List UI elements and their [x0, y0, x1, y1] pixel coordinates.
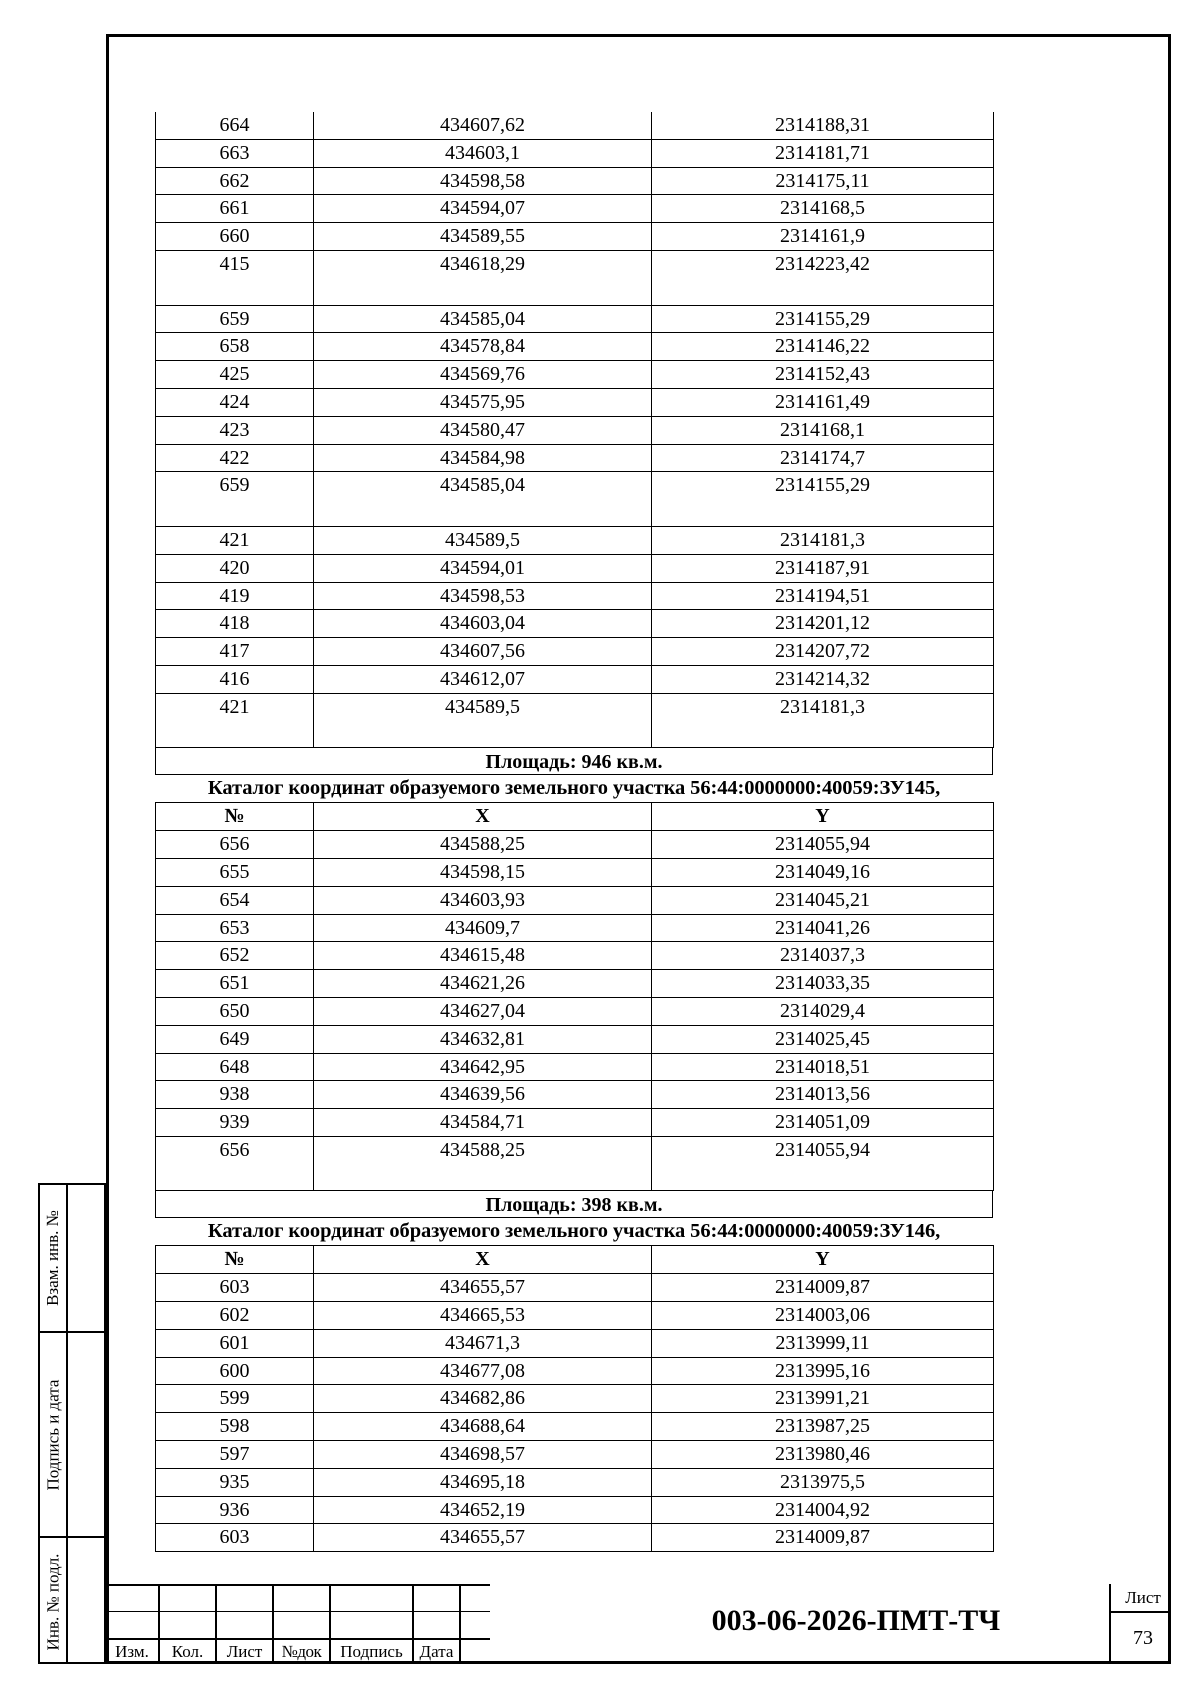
side-value-column — [66, 1183, 106, 1664]
point-number: 601 — [156, 1329, 314, 1357]
x-coordinate: 434655,57 — [314, 1274, 652, 1302]
x-coordinate: 434585,04 — [314, 472, 652, 527]
table-row — [156, 1109, 994, 1137]
x-coordinate: 434652,19 — [314, 1496, 652, 1524]
y-coordinate: 2314207,72 — [652, 638, 994, 666]
y-coordinate: 2314174,7 — [652, 444, 994, 472]
x-coordinate: 434682,86 — [314, 1385, 652, 1413]
x-coordinate: 434655,57 — [314, 1524, 652, 1552]
header-y: Y — [652, 1246, 994, 1274]
header-x: X — [314, 803, 652, 831]
table-row — [156, 914, 994, 942]
point-number: 658 — [156, 333, 314, 361]
y-coordinate: 2314214,32 — [652, 665, 994, 693]
y-coordinate: 2314194,51 — [652, 582, 994, 610]
x-coordinate: 434578,84 — [314, 333, 652, 361]
point-number: 421 — [156, 526, 314, 554]
table-row — [156, 1357, 994, 1385]
point-number: 661 — [156, 195, 314, 223]
point-number: 602 — [156, 1302, 314, 1330]
y-coordinate: 2314009,87 — [652, 1524, 994, 1552]
point-number: 600 — [156, 1357, 314, 1385]
table-row — [156, 305, 994, 333]
y-coordinate: 2314161,9 — [652, 223, 994, 251]
side-value-inv — [66, 1538, 104, 1666]
x-coordinate: 434688,64 — [314, 1413, 652, 1441]
catalog-title-zu146: Каталог координат образуемого земельного участка 56:44:0000000:40059:ЗУ146, — [207, 1220, 941, 1243]
table-row — [156, 1302, 994, 1330]
sheet-number: 73 — [1133, 1627, 1153, 1649]
header-x: X — [314, 1246, 652, 1274]
table-row — [156, 886, 994, 914]
stamp-col-izm: Изм. — [115, 1642, 149, 1661]
x-coordinate: 434609,7 — [314, 914, 652, 942]
header-number: № — [156, 803, 314, 831]
point-number: 935 — [156, 1468, 314, 1496]
table-row — [156, 1025, 994, 1053]
table-row — [156, 1136, 994, 1191]
table-row — [156, 139, 994, 167]
table-row — [156, 582, 994, 610]
y-coordinate: 2314168,1 — [652, 416, 994, 444]
x-coordinate: 434607,62 — [314, 112, 652, 139]
y-coordinate: 2314029,4 — [652, 997, 994, 1025]
y-coordinate: 2314045,21 — [652, 886, 994, 914]
x-coordinate: 434589,5 — [314, 693, 652, 748]
coordinate-table-1 — [155, 112, 994, 748]
coordinate-catalog — [155, 112, 993, 1552]
y-coordinate: 2314146,22 — [652, 333, 994, 361]
point-number: 651 — [156, 970, 314, 998]
table-row — [156, 1413, 994, 1441]
x-coordinate: 434589,55 — [314, 223, 652, 251]
x-coordinate: 434603,93 — [314, 886, 652, 914]
stamp-col-list: Лист — [226, 1642, 263, 1661]
table-row — [156, 554, 994, 582]
y-coordinate: 2314055,94 — [652, 831, 994, 859]
table-row — [156, 831, 994, 859]
table-row — [156, 1468, 994, 1496]
point-number: 417 — [156, 638, 314, 666]
y-coordinate: 2314051,09 — [652, 1109, 994, 1137]
point-number: 939 — [156, 1109, 314, 1137]
stamp-col-data: Дата — [419, 1642, 454, 1661]
table-row — [156, 1524, 994, 1552]
point-number: 650 — [156, 997, 314, 1025]
y-coordinate: 2314161,49 — [652, 388, 994, 416]
coordinate-table-2 — [155, 802, 994, 1191]
table-row — [156, 610, 994, 638]
y-coordinate: 2314181,3 — [652, 526, 994, 554]
table-row — [156, 858, 994, 886]
table-row — [156, 1053, 994, 1081]
y-coordinate: 2314175,11 — [652, 167, 994, 195]
point-number: 659 — [156, 472, 314, 527]
title-block — [106, 1584, 1171, 1664]
table-row — [156, 444, 994, 472]
header-number: № — [156, 1246, 314, 1274]
x-coordinate: 434589,5 — [314, 526, 652, 554]
x-coordinate: 434584,71 — [314, 1109, 652, 1137]
x-coordinate: 434598,58 — [314, 167, 652, 195]
table-row — [156, 970, 994, 998]
point-number: 654 — [156, 886, 314, 914]
side-label-column — [38, 1183, 68, 1664]
y-coordinate: 2313987,25 — [652, 1413, 994, 1441]
point-number: 423 — [156, 416, 314, 444]
coordinate-table-3 — [155, 1245, 994, 1552]
x-coordinate: 434585,04 — [314, 305, 652, 333]
point-number: 653 — [156, 914, 314, 942]
y-coordinate: 2313999,11 — [652, 1329, 994, 1357]
x-coordinate: 434677,08 — [314, 1357, 652, 1385]
y-coordinate: 2314181,71 — [652, 139, 994, 167]
point-number: 656 — [156, 831, 314, 859]
table-row — [156, 1385, 994, 1413]
y-coordinate: 2314055,94 — [652, 1136, 994, 1191]
y-coordinate: 2314049,16 — [652, 858, 994, 886]
y-coordinate: 2314152,43 — [652, 361, 994, 389]
x-coordinate: 434671,3 — [314, 1329, 652, 1357]
y-coordinate: 2314187,91 — [652, 554, 994, 582]
y-coordinate: 2313975,5 — [652, 1468, 994, 1496]
point-number: 422 — [156, 444, 314, 472]
point-number: 655 — [156, 858, 314, 886]
y-coordinate: 2314037,3 — [652, 942, 994, 970]
table-row — [156, 1329, 994, 1357]
y-coordinate: 2314155,29 — [652, 305, 994, 333]
table-row — [156, 388, 994, 416]
table-row — [156, 693, 994, 748]
point-number: 663 — [156, 139, 314, 167]
x-coordinate: 434618,29 — [314, 250, 652, 305]
side-value-vzam — [66, 1185, 104, 1333]
stamp-col-kol: Кол. — [171, 1642, 204, 1661]
header-y: Y — [652, 803, 994, 831]
x-coordinate: 434642,95 — [314, 1053, 652, 1081]
y-coordinate: 2314009,87 — [652, 1274, 994, 1302]
point-number: 425 — [156, 361, 314, 389]
x-coordinate: 434695,18 — [314, 1468, 652, 1496]
x-coordinate: 434569,76 — [314, 361, 652, 389]
side-cell-inv — [40, 1538, 66, 1666]
point-number: 597 — [156, 1441, 314, 1469]
y-coordinate: 2313991,21 — [652, 1385, 994, 1413]
stamp-col-podpis: Подпись — [340, 1642, 403, 1661]
y-coordinate: 2314003,06 — [652, 1302, 994, 1330]
side-cell-vzam — [40, 1185, 66, 1333]
table-row — [156, 638, 994, 666]
point-number: 659 — [156, 305, 314, 333]
y-coordinate: 2313980,46 — [652, 1441, 994, 1469]
stamp-col-ndok: №док — [281, 1642, 322, 1661]
x-coordinate: 434607,56 — [314, 638, 652, 666]
x-coordinate: 434639,56 — [314, 1081, 652, 1109]
table-row — [156, 223, 994, 251]
table-row — [156, 1274, 994, 1302]
y-coordinate: 2314018,51 — [652, 1053, 994, 1081]
x-coordinate: 434598,15 — [314, 858, 652, 886]
side-label-inv: Инв. № подл. — [43, 1553, 62, 1651]
y-coordinate: 2314223,42 — [652, 250, 994, 305]
table-row — [156, 416, 994, 444]
point-number: 936 — [156, 1496, 314, 1524]
y-coordinate: 2314201,12 — [652, 610, 994, 638]
x-coordinate: 434588,25 — [314, 831, 652, 859]
x-coordinate: 434580,47 — [314, 416, 652, 444]
table-row — [156, 250, 994, 305]
x-coordinate: 434612,07 — [314, 665, 652, 693]
side-label-podpis: Подпись и дата — [43, 1379, 62, 1490]
y-coordinate: 2314181,3 — [652, 693, 994, 748]
y-coordinate: 2314188,31 — [652, 112, 994, 139]
y-coordinate: 2314004,92 — [652, 1496, 994, 1524]
y-coordinate: 2314155,29 — [652, 472, 994, 527]
side-cell-podpis — [40, 1333, 66, 1538]
point-number: 415 — [156, 250, 314, 305]
side-value-podpis — [66, 1333, 104, 1538]
table-row — [156, 333, 994, 361]
table-row — [156, 1441, 994, 1469]
y-coordinate: 2314025,45 — [652, 1025, 994, 1053]
point-number: 649 — [156, 1025, 314, 1053]
point-number: 419 — [156, 582, 314, 610]
y-coordinate: 2314013,56 — [652, 1081, 994, 1109]
point-number: 664 — [156, 112, 314, 139]
point-number: 652 — [156, 942, 314, 970]
area-total-1: Площадь: 946 кв.м. — [155, 748, 993, 775]
table-row — [156, 1081, 994, 1109]
table-row — [156, 167, 994, 195]
table-row — [156, 1496, 994, 1524]
x-coordinate: 434665,53 — [314, 1302, 652, 1330]
x-coordinate: 434584,98 — [314, 444, 652, 472]
table-row — [156, 112, 994, 139]
y-coordinate: 2314168,5 — [652, 195, 994, 223]
point-number: 603 — [156, 1274, 314, 1302]
point-number: 660 — [156, 223, 314, 251]
table-row — [156, 665, 994, 693]
table-row — [156, 526, 994, 554]
point-number: 418 — [156, 610, 314, 638]
x-coordinate: 434598,53 — [314, 582, 652, 610]
point-number: 656 — [156, 1136, 314, 1191]
x-coordinate: 434575,95 — [314, 388, 652, 416]
point-number: 421 — [156, 693, 314, 748]
catalog-title-zu145: Каталог координат образуемого земельного участка 56:44:0000000:40059:ЗУ145, — [207, 777, 941, 800]
area-total-2: Площадь: 398 кв.м. — [155, 1191, 993, 1218]
x-coordinate: 434632,81 — [314, 1025, 652, 1053]
side-label-vzam: Взам. инв. № — [43, 1210, 62, 1306]
x-coordinate: 434594,01 — [314, 554, 652, 582]
x-coordinate: 434627,04 — [314, 997, 652, 1025]
y-coordinate: 2314033,35 — [652, 970, 994, 998]
table-row — [156, 472, 994, 527]
side-stamp — [38, 1183, 106, 1664]
point-number: 420 — [156, 554, 314, 582]
document-code: 003-06-2026-ПМТ-ТЧ — [711, 1604, 1001, 1637]
x-coordinate: 434615,48 — [314, 942, 652, 970]
table-row — [156, 361, 994, 389]
x-coordinate: 434594,07 — [314, 195, 652, 223]
x-coordinate: 434698,57 — [314, 1441, 652, 1469]
sheet-label: Лист — [1125, 1588, 1161, 1607]
x-coordinate: 434621,26 — [314, 970, 652, 998]
x-coordinate: 434603,04 — [314, 610, 652, 638]
point-number: 599 — [156, 1385, 314, 1413]
table-row — [156, 195, 994, 223]
point-number: 662 — [156, 167, 314, 195]
table-row — [156, 997, 994, 1025]
point-number: 648 — [156, 1053, 314, 1081]
x-coordinate: 434603,1 — [314, 139, 652, 167]
point-number: 424 — [156, 388, 314, 416]
point-number: 603 — [156, 1524, 314, 1552]
x-coordinate: 434588,25 — [314, 1136, 652, 1191]
point-number: 598 — [156, 1413, 314, 1441]
point-number: 416 — [156, 665, 314, 693]
y-coordinate: 2313995,16 — [652, 1357, 994, 1385]
point-number: 938 — [156, 1081, 314, 1109]
table-row — [156, 942, 994, 970]
y-coordinate: 2314041,26 — [652, 914, 994, 942]
